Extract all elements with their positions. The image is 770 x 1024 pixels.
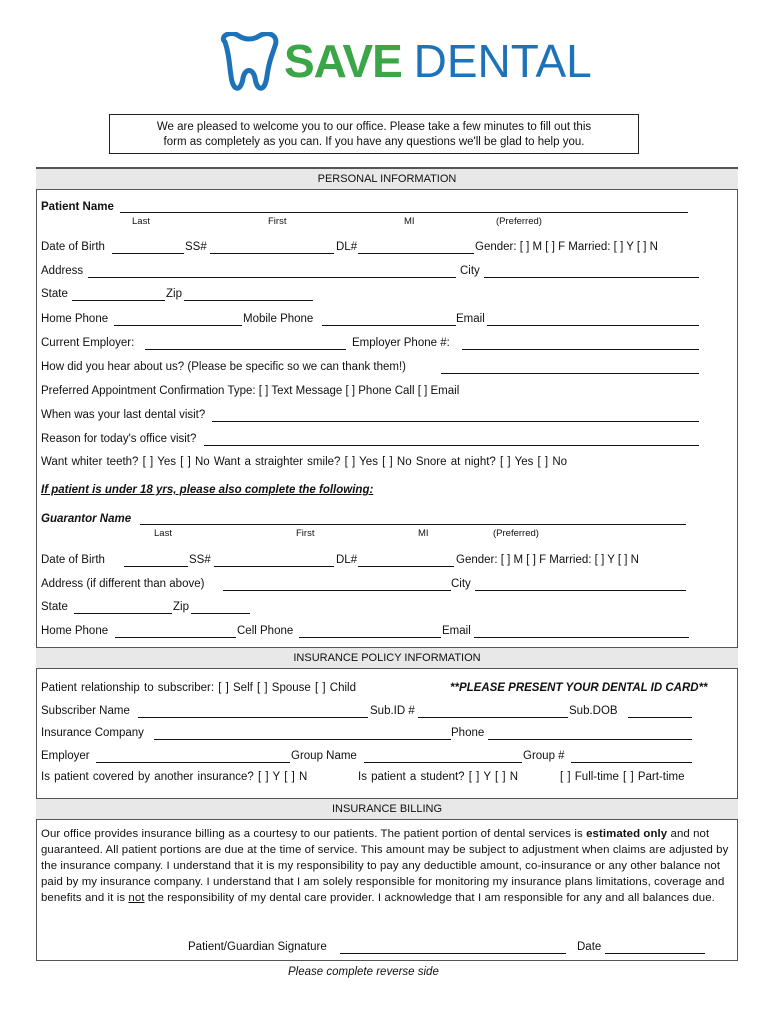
guarantor-state-field[interactable] xyxy=(74,613,172,614)
sub-id-label: Sub.ID # xyxy=(370,705,415,717)
sub-id-field[interactable] xyxy=(418,717,568,718)
cosmetic-questions[interactable]: Want whiter teeth? [ ] Yes [ ] No Want a straighter smile? [ ] Yes [ ] No Snore at night? [ ] Yes [ ] No xyxy=(41,456,568,468)
patient-dl-field[interactable] xyxy=(358,253,474,254)
guarantor-sub-mi: MI xyxy=(418,528,429,539)
patient-sub-mi: MI xyxy=(404,216,415,227)
patient-address-field[interactable] xyxy=(88,277,456,278)
guarantor-gender-married[interactable]: Gender: [ ] M [ ] F Married: [ ] Y [ ] N xyxy=(456,554,639,566)
guarantor-dob-label: Date of Birth xyxy=(41,554,105,566)
guarantor-name-label: Guarantor Name xyxy=(41,513,132,525)
guarantor-city-label: City xyxy=(451,578,471,590)
patient-state-field[interactable] xyxy=(72,300,165,301)
section-insurance-policy-header: INSURANCE POLICY INFORMATION xyxy=(36,647,738,669)
signature-label: Patient/Guardian Signature xyxy=(188,941,327,953)
patient-email-field[interactable] xyxy=(487,325,699,326)
group-number-label: Group # xyxy=(523,750,565,762)
guarantor-state-label: State xyxy=(41,601,68,613)
billing-text-2: and not guaranteed. All patient portions are due at the time of service. This amount may be subject to adjustment when claims are adjusted by the insurance company. I understand that it is my responsibility to pay any deductible amount, co-insurance or any other balance not paid by my insurance company. I understand that I am solely responsible for monitoring my insurance plans limitations, coverage and benefits and it is xyxy=(41,828,729,904)
patient-employer-field[interactable] xyxy=(145,349,346,350)
guarantor-zip-label: Zip xyxy=(173,601,189,613)
relationship-options[interactable]: Patient relationship to subscriber: [ ] Self [ ] Spouse [ ] Child xyxy=(41,682,356,694)
group-name-field[interactable] xyxy=(364,762,522,763)
welcome-box xyxy=(109,114,639,154)
reason-label: Reason for today's office visit? xyxy=(41,433,197,445)
patient-employer-label: Current Employer: xyxy=(41,337,135,349)
insurance-phone-label: Phone xyxy=(451,727,485,739)
guarantor-address-field[interactable] xyxy=(223,590,451,591)
patient-email-label: Email xyxy=(456,313,485,325)
guarantor-home-phone-label: Home Phone xyxy=(41,625,109,637)
hear-about-label: How did you hear about us? (Please be specific so we can thank them!) xyxy=(41,361,407,373)
signature-field[interactable] xyxy=(340,953,566,954)
footer-note: Please complete reverse side xyxy=(288,966,439,978)
patient-sub-first: First xyxy=(268,216,287,227)
last-visit-label: When was your last dental visit? xyxy=(41,409,206,421)
policy-employer-label: Employer xyxy=(41,750,90,762)
patient-dob-label: Date of Birth xyxy=(41,241,105,253)
guarantor-ss-field[interactable] xyxy=(214,566,334,567)
tooth-icon xyxy=(217,32,281,94)
billing-text-1: Our office provides insurance billing as a courtesy to our patients. The patient portion of dental services is xyxy=(41,828,587,840)
patient-ss-field[interactable] xyxy=(210,253,334,254)
guarantor-cell-phone-label: Cell Phone xyxy=(237,625,294,637)
guarantor-zip-field[interactable] xyxy=(191,613,250,614)
hear-about-field[interactable] xyxy=(441,373,699,374)
welcome-line-1: We are pleased to welcome you to our office. Please take a few minutes to fill out this xyxy=(156,121,592,133)
group-number-field[interactable] xyxy=(571,762,692,763)
student-time-options[interactable]: [ ] Full-time [ ] Part-time xyxy=(560,771,685,783)
insurance-company-label: Insurance Company xyxy=(41,727,144,739)
patient-state-label: State xyxy=(41,288,68,300)
patient-dl-label: DL# xyxy=(336,241,358,253)
confirmation-type-options[interactable]: Preferred Appointment Confirmation Type: [ ] Text Message [ ] Phone Call [ ] Email xyxy=(41,385,460,397)
guarantor-name-field[interactable] xyxy=(140,524,686,525)
patient-employer-phone-field[interactable] xyxy=(462,349,699,350)
last-visit-field[interactable] xyxy=(212,421,699,422)
guarantor-dl-label: DL# xyxy=(336,554,358,566)
insurance-company-field[interactable] xyxy=(154,739,451,740)
patient-dob-field[interactable] xyxy=(112,253,184,254)
guarantor-city-field[interactable] xyxy=(475,590,686,591)
billing-paragraph xyxy=(41,826,731,906)
guarantor-sub-last: Last xyxy=(154,528,172,539)
patient-employer-phone-label: Employer Phone #: xyxy=(352,337,450,349)
patient-name-label: Patient Name xyxy=(41,201,114,213)
sub-dob-field[interactable] xyxy=(628,717,692,718)
billing-text-3: the responsibility of my dental care provider. I acknowledge that I am responsible for any and all balances due. xyxy=(144,892,715,904)
other-insurance-options[interactable]: Is patient covered by another insurance? [ ] Y [ ] N xyxy=(41,771,308,783)
subscriber-name-field[interactable] xyxy=(138,717,368,718)
logo-word-save: SAVE xyxy=(284,35,402,87)
billing-text-estimated: estimated only xyxy=(586,828,668,840)
group-name-label: Group Name xyxy=(291,750,357,762)
subscriber-name-label: Subscriber Name xyxy=(41,705,130,717)
patient-gender-married[interactable]: Gender: [ ] M [ ] F Married: [ ] Y [ ] N xyxy=(475,241,658,253)
reason-field[interactable] xyxy=(204,445,699,446)
patient-city-label: City xyxy=(460,265,480,277)
billing-text-not: not xyxy=(128,892,145,904)
minor-notice: If patient is under 18 yrs, please also complete the following: xyxy=(41,484,374,496)
guarantor-sub-first: First xyxy=(296,528,315,539)
patient-ss-label: SS# xyxy=(185,241,207,253)
section-personal-header: PERSONAL INFORMATION xyxy=(36,168,738,190)
guarantor-address-label: Address (if different than above) xyxy=(41,578,205,590)
patient-city-field[interactable] xyxy=(484,277,699,278)
logo-word-dental: DENTAL xyxy=(413,35,592,87)
patient-sub-last: Last xyxy=(132,216,150,227)
patient-home-phone-label: Home Phone xyxy=(41,313,109,325)
guarantor-email-field[interactable] xyxy=(474,637,689,638)
guarantor-cell-phone-field[interactable] xyxy=(299,637,441,638)
signature-date-field[interactable] xyxy=(605,953,705,954)
student-options[interactable]: Is patient a student? [ ] Y [ ] N xyxy=(358,771,519,783)
policy-employer-field[interactable] xyxy=(96,762,290,763)
guarantor-ss-label: SS# xyxy=(189,554,211,566)
patient-address-label: Address xyxy=(41,265,84,277)
guarantor-email-label: Email xyxy=(442,625,471,637)
insurance-phone-field[interactable] xyxy=(488,739,692,740)
guarantor-dl-field[interactable] xyxy=(358,566,454,567)
id-card-notice: **PLEASE PRESENT YOUR DENTAL ID CARD** xyxy=(450,682,708,694)
guarantor-dob-field[interactable] xyxy=(124,566,188,567)
sub-dob-label: Sub.DOB xyxy=(569,705,618,717)
patient-sub-preferred: (Preferred) xyxy=(496,216,542,227)
patient-zip-label: Zip xyxy=(166,288,182,300)
patient-home-phone-field[interactable] xyxy=(114,325,242,326)
guarantor-home-phone-field[interactable] xyxy=(115,637,236,638)
patient-name-field[interactable] xyxy=(120,212,688,213)
signature-date-label: Date xyxy=(577,941,602,953)
logo-wordmark xyxy=(284,34,592,88)
patient-zip-field[interactable] xyxy=(184,300,313,301)
patient-mobile-phone-field[interactable] xyxy=(322,325,456,326)
welcome-line-2: form as completely as you can. If you have any questions we'll be glad to help you. xyxy=(163,136,585,148)
patient-mobile-phone-label: Mobile Phone xyxy=(243,313,314,325)
guarantor-sub-preferred: (Preferred) xyxy=(493,528,539,539)
section-insurance-billing-header: INSURANCE BILLING xyxy=(36,798,738,820)
